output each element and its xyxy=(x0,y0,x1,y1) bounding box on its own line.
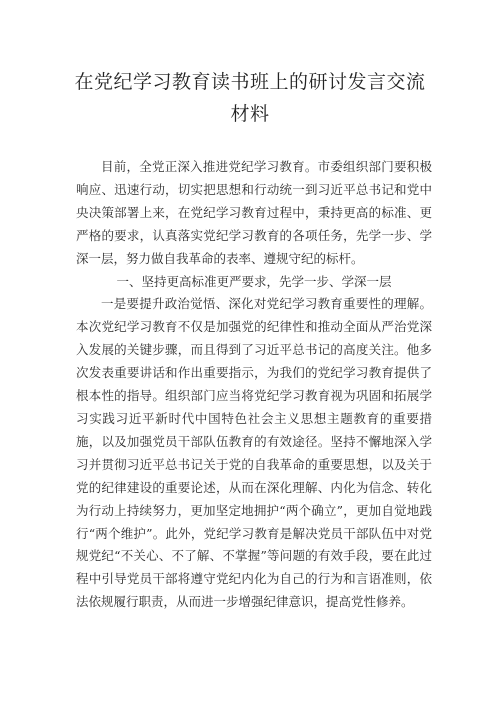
body-paragraph: 一是要提升政治觉悟、深化对党纪学习教育重要性的理解。本次党纪学习教育不仅是加强党的纪律性和推动全面从严治党深入发展的关键步骤，而且得到了习近平总书记的高度关注。他多次发表重要讲话和作出重要指示，为我们的党纪学习教育提供了根本性的指导。组织部门应当将党纪学习教育视为巩固和拓展学习实践习近平新时代中国特色社会主义思想主题教育的重要措施，以及加强党员干部队伍教育的有效途径。坚持不懈地深入学习并贯彻习近平总书记关于党的自我革命的重要思想，以及关于党的纪律建设的重要论述，从而在深化理解、内化为信念、转化为行动上持续努力，更加坚定地拥护“两个确立”，更加自觉地践行“两个维护”。此外，党纪学习教育是解决党员干部队伍中对党规党纪“不关心、不了解、不掌握”等问题的有效手段，要在此过程中引导党员干部将遵守党纪内化为自己的行为和言语准则，依法依规履行职责，从而进一步增强纪律意识，提高党性修养。 xyxy=(76,296,432,610)
intro-paragraph: 目前，全党正深入推进党纪学习教育。市委组织部门要积极响应、迅速行动，切实把思想和行动统一到习近平总书记和党中央决策部署上来，在党纪学习教育过程中，秉持更高的标准、更严格的要求，认真落实党纪学习教育的各项任务，先学一步、学深一层，努力做自我革命的表率、遵规守纪的标杆。 xyxy=(76,159,432,266)
section-heading: 一、坚持更高标准更严要求，先学一步、学深一层 xyxy=(116,273,392,289)
document-title-line-2: 材料 xyxy=(230,103,270,125)
document-body xyxy=(76,156,432,614)
document-title-line-1: 在党纪学习教育读书班上的研讨发言交流 xyxy=(74,71,426,93)
